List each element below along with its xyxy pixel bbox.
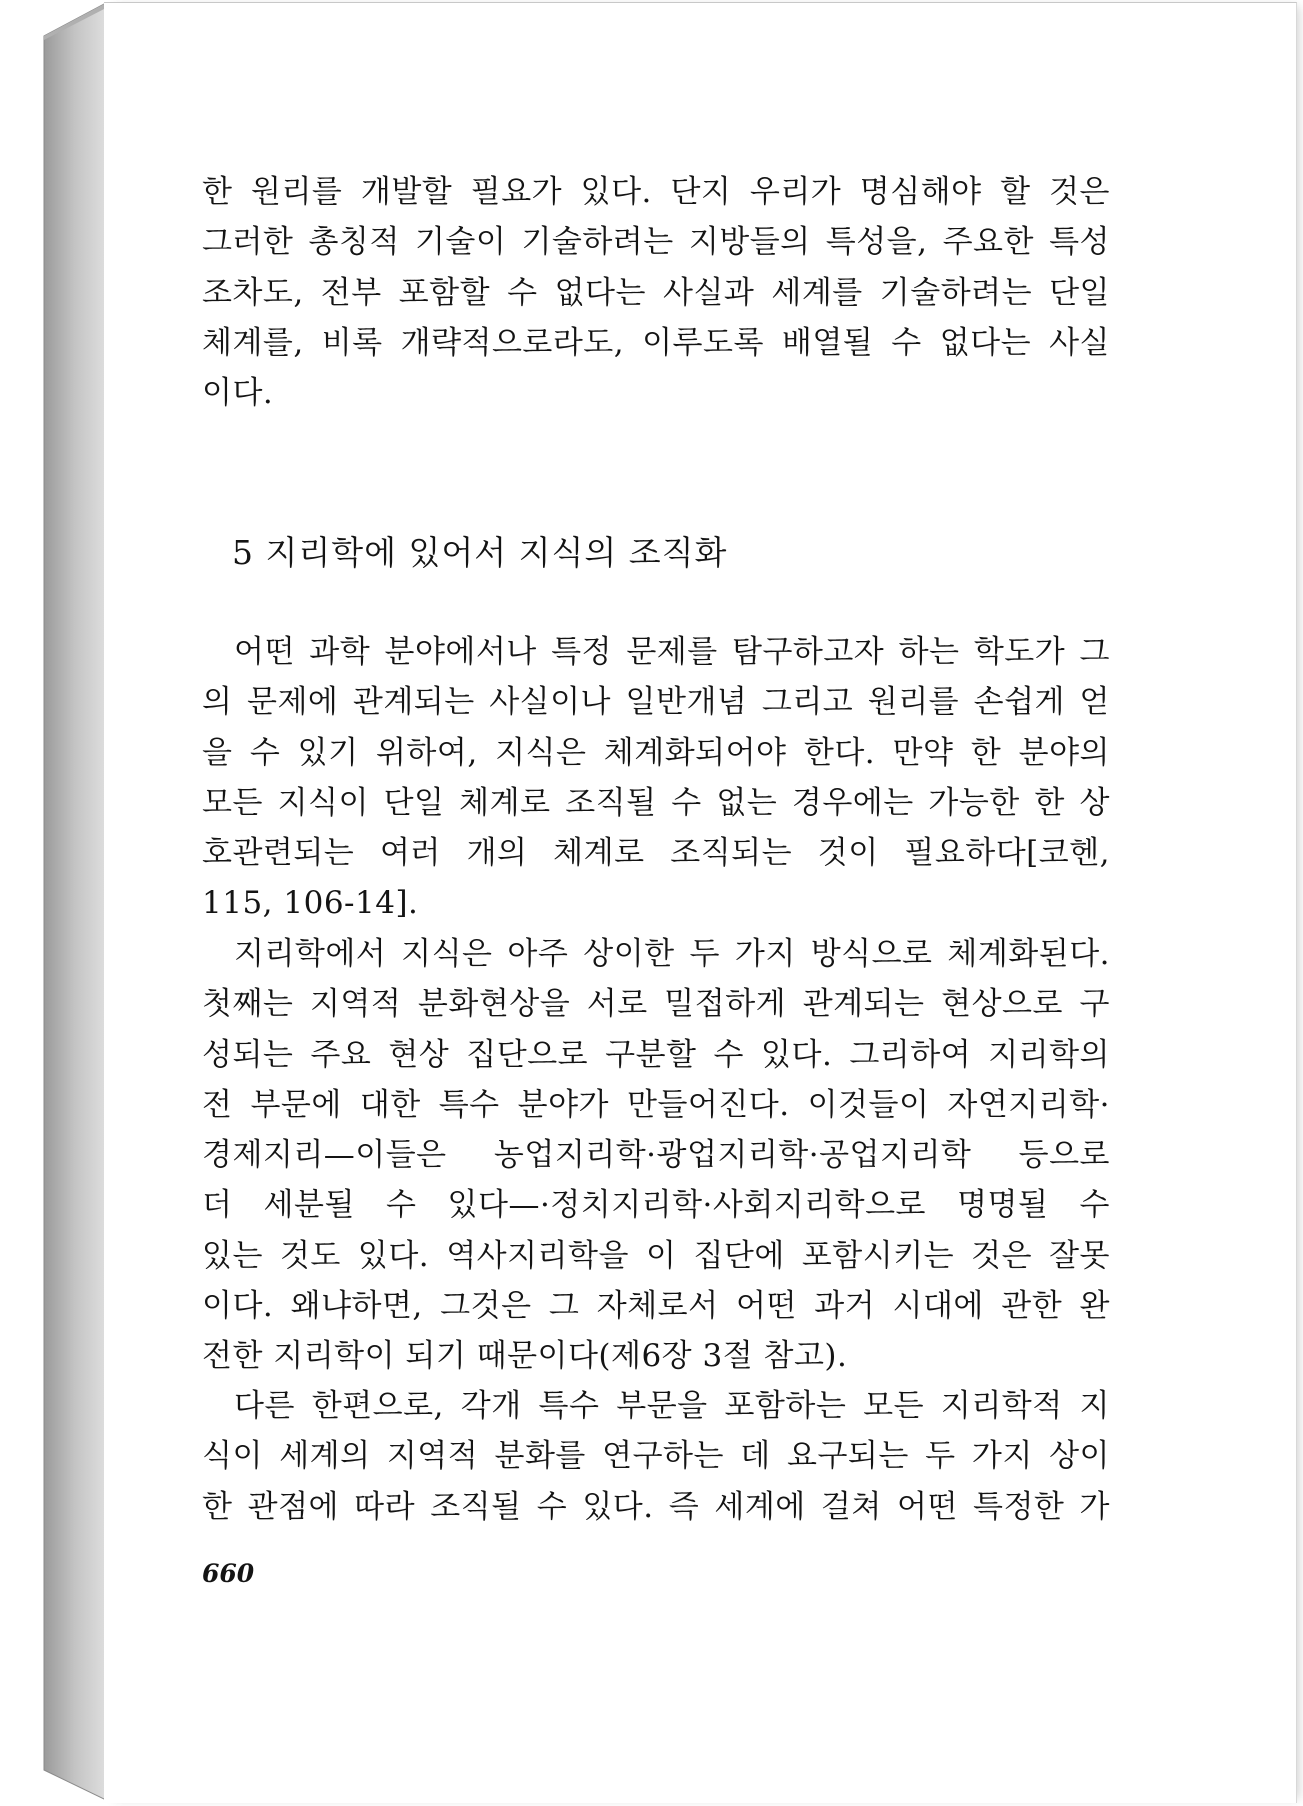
text-line: 조차도, 전부 포함할 수 없다는 사실과 세계를 기술하려는 단일 xyxy=(202,274,1110,311)
text-line: 을 수 있기 위하여, 지식은 체계화되어야 한다. 만약 한 분야의 xyxy=(202,734,1110,771)
text-line: 지리학에서 지식은 아주 상이한 두 가지 방식으로 체계화된다. xyxy=(234,936,1110,972)
text-line: 첫째는 지역적 분화현상을 서로 밀접하게 관계되는 현상으로 구 xyxy=(202,986,1110,1023)
text-line: 한 관점에 따라 조직될 수 있다. 즉 세계에 걸쳐 어떤 특정한 가 xyxy=(202,1488,1110,1525)
paragraph-top xyxy=(202,167,1110,418)
text-line: 한 원리를 개발할 필요가 있다. 단지 우리가 명심해야 할 것은 xyxy=(202,174,1110,210)
text-line: 이다. xyxy=(202,375,274,412)
book-edge xyxy=(0,0,110,1806)
text-line: 있는 것도 있다. 역사지리학을 이 집단에 포함시키는 것은 잘못 xyxy=(202,1237,1110,1274)
text-line: 어떤 과학 분야에서나 특정 문제를 탐구하고자 하는 학도가 그 xyxy=(234,634,1110,670)
paragraph-1 xyxy=(202,627,1110,929)
text-line: 그러한 총칭적 기술이 기술하려는 지방들의 특성을, 주요한 특성 xyxy=(202,224,1110,261)
text-line: 전한 지리학이 되기 때문이다(제6장 3절 참고). xyxy=(202,1338,848,1375)
text-line: 의 문제에 관계되는 사실이나 일반개념 그리고 원리를 손쉽게 얻 xyxy=(202,684,1110,721)
text-line: 다른 한편으로, 각개 특수 부문을 포함하는 모든 지리학적 지 xyxy=(234,1388,1110,1424)
paragraph-2 xyxy=(202,929,1110,1382)
text-line: 이다. 왜냐하면, 그것은 그 자체로서 어떤 과거 시대에 관한 완 xyxy=(202,1288,1110,1325)
text-line: 식이 세계의 지역적 분화를 연구하는 데 요구되는 두 가지 상이 xyxy=(202,1438,1110,1475)
section-heading: 5 지리학에 있어서 지식의 조직화 xyxy=(232,533,728,572)
page-number: 660 xyxy=(202,1559,255,1588)
text-line: 더 세분될 수 있다—·정치지리학·사회지리학으로 명명될 수 xyxy=(202,1187,1110,1224)
paragraph-3 xyxy=(202,1381,1110,1532)
text-line: 115, 106-14]. xyxy=(202,885,419,922)
text-line: 경제지리—이들은 농업지리학·광업지리학·공업지리학 등으로 xyxy=(202,1137,1110,1174)
text-line: 모든 지식이 단일 체계로 조직될 수 없는 경우에는 가능한 한 상 xyxy=(202,784,1110,821)
text-line: 호관련되는 여러 개의 체계로 조직되는 것이 필요하다[코헨, xyxy=(202,835,1110,872)
text-line: 전 부문에 대한 특수 분야가 만들어진다. 이것들이 자연지리학· xyxy=(202,1086,1110,1123)
document-page xyxy=(104,2,1297,1803)
text-line: 체계를, 비록 개략적으로라도, 이루도록 배열될 수 없다는 사실 xyxy=(202,324,1110,361)
text-line: 성되는 주요 현상 집단으로 구분할 수 있다. 그리하여 지리학의 xyxy=(202,1036,1110,1073)
book-edge-graphic xyxy=(0,0,110,1806)
